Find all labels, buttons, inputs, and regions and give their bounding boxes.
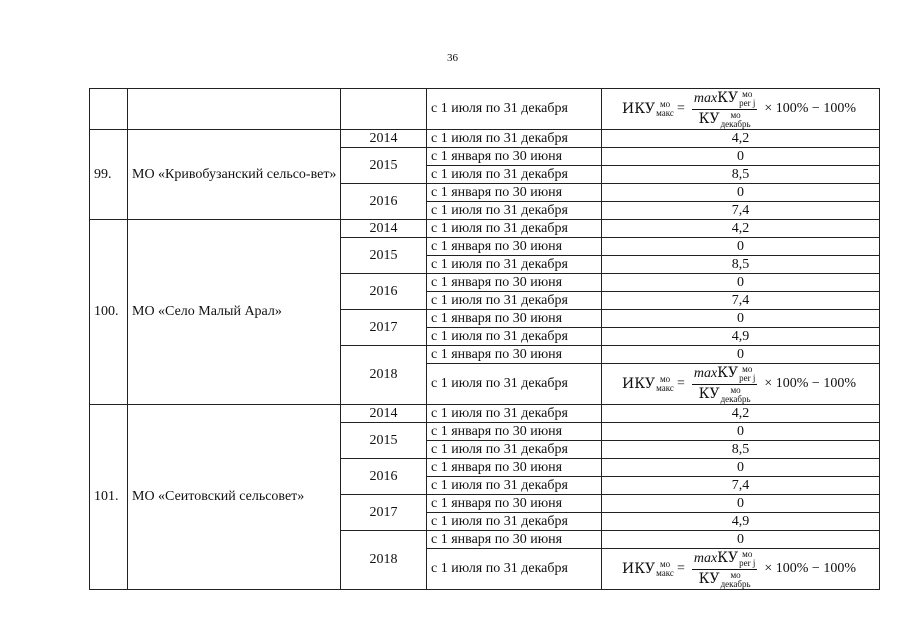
- formula-lhs-sub: макс: [656, 568, 674, 578]
- year-cell: 2017: [341, 310, 427, 346]
- formula-den-sub: декабрь: [720, 393, 751, 404]
- formula-den-sub: декабрь: [720, 118, 751, 129]
- year-cell: 2014: [341, 405, 427, 423]
- tariff-table-body: [90, 89, 880, 590]
- value-cell: [602, 364, 880, 405]
- value-cell: 8,5: [602, 166, 880, 184]
- value-cell: 8,5: [602, 256, 880, 274]
- period-cell: с 1 января по 30 июня: [427, 423, 602, 441]
- value-cell: 0: [602, 274, 880, 292]
- period-cell: с 1 января по 30 июня: [427, 274, 602, 292]
- municipality-name: МО «Село Малый Арал»: [128, 220, 341, 405]
- formula-num-sup: мо: [742, 548, 753, 559]
- period-cell: с 1 июля по 31 декабря: [427, 89, 602, 130]
- table-row: [90, 405, 880, 423]
- value-cell: 0: [602, 148, 880, 166]
- period-cell: с 1 января по 30 июня: [427, 531, 602, 549]
- formula-lhs-sup: мо: [659, 99, 671, 109]
- value-cell: [602, 89, 880, 130]
- value-cell: 4,2: [602, 405, 880, 423]
- period-cell: с 1 июля по 31 декабря: [427, 130, 602, 148]
- period-cell: с 1 июля по 31 декабря: [427, 256, 602, 274]
- formula-lhs-sup: мо: [659, 374, 671, 384]
- period-cell: с 1 января по 30 июня: [427, 148, 602, 166]
- formula-den-sub: декабрь: [720, 578, 751, 589]
- year-cell: 2018: [341, 531, 427, 590]
- year-cell: 2018: [341, 346, 427, 405]
- formula-numerator: [692, 90, 758, 110]
- year-cell: [341, 89, 427, 130]
- tariff-formula: [622, 365, 859, 404]
- formula-num-sub: per j: [739, 557, 756, 568]
- year-cell: 2016: [341, 274, 427, 310]
- value-cell: 4,9: [602, 328, 880, 346]
- formula-lhs: ИКУ: [621, 376, 656, 392]
- formula-den-sup: мо: [730, 569, 741, 580]
- formula-equals: =: [676, 101, 685, 116]
- period-cell: с 1 июля по 31 декабря: [427, 328, 602, 346]
- period-cell: с 1 июля по 31 декабря: [427, 364, 602, 405]
- formula-fraction: [692, 90, 758, 129]
- formula-lhs-sup: мо: [659, 559, 671, 569]
- value-cell: 4,2: [602, 220, 880, 238]
- table-row: [90, 130, 880, 148]
- formula-equals: =: [676, 376, 685, 391]
- year-cell: 2015: [341, 423, 427, 459]
- year-cell: 2017: [341, 495, 427, 531]
- formula-den-base: КУ: [698, 110, 720, 127]
- period-cell: с 1 января по 30 июня: [427, 459, 602, 477]
- entry-number: 100.: [90, 220, 128, 405]
- formula-lhs-sub: макс: [656, 383, 674, 393]
- period-cell: с 1 июля по 31 декабря: [427, 166, 602, 184]
- value-cell: [602, 549, 880, 590]
- value-cell: 4,2: [602, 130, 880, 148]
- tariff-formula: [622, 550, 859, 589]
- period-cell: с 1 июля по 31 декабря: [427, 220, 602, 238]
- municipality-name: МО «Сеитовский сельсовет»: [128, 405, 341, 590]
- period-cell: с 1 июля по 31 декабря: [427, 513, 602, 531]
- formula-lhs: ИКУ: [621, 561, 656, 577]
- value-cell: 8,5: [602, 441, 880, 459]
- tariff-table: [89, 88, 880, 590]
- formula-denominator: [697, 110, 753, 129]
- municipality-name: МО «Кривобузанский сельсо-вет»: [128, 130, 341, 220]
- entry-number: 101.: [90, 405, 128, 590]
- formula-fraction: [692, 365, 758, 404]
- formula-num-sub: per j: [739, 97, 756, 108]
- period-cell: с 1 января по 30 июня: [427, 238, 602, 256]
- period-cell: с 1 января по 30 июня: [427, 184, 602, 202]
- value-cell: 0: [602, 310, 880, 328]
- formula-den-base: КУ: [698, 385, 720, 402]
- period-cell: с 1 июля по 31 декабря: [427, 405, 602, 423]
- entry-number: 99.: [90, 130, 128, 220]
- value-cell: 0: [602, 423, 880, 441]
- municipality-cell: [128, 89, 341, 130]
- formula-numerator: [692, 550, 758, 570]
- formula-lhs: ИКУ: [621, 101, 656, 117]
- formula-num-base: КУ: [717, 549, 739, 566]
- formula-denominator: [697, 570, 753, 589]
- period-cell: с 1 июля по 31 декабря: [427, 441, 602, 459]
- formula-numerator: [692, 365, 758, 385]
- value-cell: 7,4: [602, 292, 880, 310]
- table-row: [90, 220, 880, 238]
- page-number: 36: [447, 52, 458, 64]
- formula-max: max: [693, 365, 718, 381]
- formula-num-sup: мо: [742, 88, 753, 99]
- period-cell: с 1 июля по 31 декабря: [427, 477, 602, 495]
- formula-max: max: [693, 550, 718, 566]
- year-cell: 2016: [341, 459, 427, 495]
- year-cell: 2015: [341, 148, 427, 184]
- formula-den-sup: мо: [730, 384, 741, 395]
- value-cell: 7,4: [602, 202, 880, 220]
- period-cell: с 1 января по 30 июня: [427, 310, 602, 328]
- period-cell: с 1 января по 30 июня: [427, 346, 602, 364]
- entry-number-cell: [90, 89, 128, 130]
- tariff-formula: [622, 90, 859, 129]
- formula-num-base: КУ: [717, 89, 739, 106]
- formula-tail: × 100% − 100%: [764, 376, 856, 391]
- period-cell: с 1 января по 30 июня: [427, 495, 602, 513]
- formula-fraction: [692, 550, 758, 589]
- value-cell: 0: [602, 346, 880, 364]
- value-cell: 4,9: [602, 513, 880, 531]
- table-row: [90, 89, 880, 130]
- period-cell: с 1 июля по 31 декабря: [427, 292, 602, 310]
- period-cell: с 1 июля по 31 декабря: [427, 202, 602, 220]
- year-cell: 2014: [341, 220, 427, 238]
- formula-equals: =: [676, 561, 685, 576]
- formula-lhs-sub: макс: [656, 108, 674, 118]
- formula-num-sub: per j: [739, 372, 756, 383]
- formula-tail: × 100% − 100%: [764, 101, 856, 116]
- period-cell: с 1 июля по 31 декабря: [427, 549, 602, 590]
- formula-denominator: [697, 385, 753, 404]
- formula-tail: × 100% − 100%: [764, 561, 856, 576]
- value-cell: 0: [602, 184, 880, 202]
- value-cell: 0: [602, 238, 880, 256]
- year-cell: 2014: [341, 130, 427, 148]
- formula-den-base: КУ: [698, 570, 720, 587]
- value-cell: 0: [602, 531, 880, 549]
- formula-num-base: КУ: [717, 364, 739, 381]
- value-cell: 0: [602, 459, 880, 477]
- value-cell: 7,4: [602, 477, 880, 495]
- formula-num-sup: мо: [742, 363, 753, 374]
- formula-max: max: [693, 90, 718, 106]
- value-cell: 0: [602, 495, 880, 513]
- year-cell: 2016: [341, 184, 427, 220]
- formula-den-sup: мо: [730, 109, 741, 120]
- year-cell: 2015: [341, 238, 427, 274]
